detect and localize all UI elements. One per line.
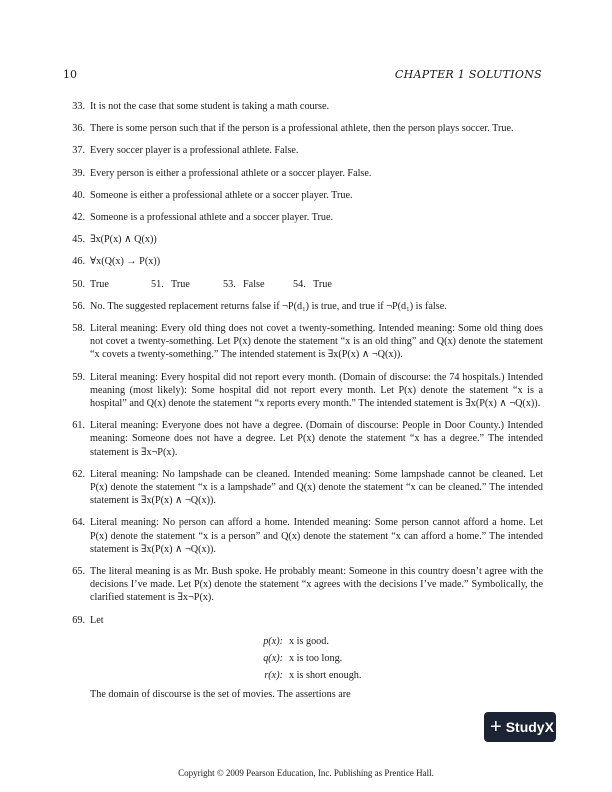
solution-item [63,167,543,180]
solutions-body [63,100,543,701]
item-number: 45. [72,234,85,246]
solution-item [63,255,543,268]
predicate-symbol: q(x): [263,652,283,664]
item-text: The literal meaning is as Mr. Bush spoke. He probably meant: Someone in this country doesn’t agree with the decisions I’ve made. Let P(x) denote the statement “x agrees with the decisions I’ve made.” Symbolically, the clarified statement is ∃x¬P(x). [90,566,543,604]
definition-row [233,633,543,650]
item-number: 61. [72,420,85,432]
solution-item [63,516,543,556]
definition-row [233,650,543,667]
item-text: Literal meaning: Every old thing does not covet a twenty-something. Intended meaning: Some old thing does not covet a twenty-something. Let P(x) denote the statement “x is an old thing” and Q(x) denote the statement “x covets a twenty-something.” The intended statement is ∃x(P(x) ∧ ¬Q(x)). [90,323,543,361]
answer-value: True [313,278,332,290]
item-number: 37. [72,145,85,157]
item-number: 69. [72,614,85,626]
solution-item [63,468,543,508]
item-text: Every soccer player is a professional athlete. False. [90,145,299,157]
item-number: 36. [72,123,85,135]
solution-item [63,614,543,627]
item-number: 42. [72,212,85,224]
item-number: 62. [72,468,85,480]
solution-item [63,100,543,113]
page-number: 10 [63,68,77,81]
item-text: Literal meaning: No lampshade can be cleaned. Intended meaning: Some lampshade cannot be cleaned. Let P(x) denote the statement “x is a lampshade” and Q(x) denote the statement “x can be cleaned.” The intended statement is ∃x(P(x) ∧ ¬Q(x)). [90,468,543,507]
item-number: 46. [72,256,85,268]
predicate-meaning: x is too long. [289,652,343,664]
item-text: Literal meaning: No person can afford a home. Intended meaning: Some person cannot afford a home. Let P(x) denote the statement “x is a person” and Q(x) denote the statement “x can afford a home.” The intended statement is ∃x(P(x) ∧ ¬Q(x)). [90,517,543,555]
item-text: ∃x(P(x) ∧ Q(x)) [90,234,157,246]
item-text: It is not the case that some student is taking a math course. [90,101,330,112]
chapter-heading: CHAPTER 1 SOLUTIONS [394,68,542,81]
item-text: No. The suggested replacement returns false if ¬P(d₁) is true, and true if ¬P(d₁) is false. [90,300,447,312]
item-number: 51. [151,278,164,290]
predicate-meaning: x is short enough. [289,669,362,681]
predicate-definitions [233,633,543,684]
answer-value: True [90,278,109,290]
item-number: 59. [72,371,85,383]
solution-item [63,419,543,459]
item-number: 64. [72,517,85,529]
solution-item [63,322,543,362]
item-number: 50. [72,278,85,290]
item-number: 54. [293,278,306,290]
item-text: Someone is a professional athlete and a soccer player. True. [90,212,334,224]
plus-icon: + [490,715,502,738]
answer-value: True [171,278,190,290]
answers-row [63,278,543,291]
item-number: 39. [72,167,85,179]
item-number: 53. [223,278,236,290]
solution-item [63,189,543,202]
item-text: ∀x(Q(x) → P(x)) [90,256,161,268]
item-number: 40. [72,189,85,201]
item-number: 65. [72,566,85,578]
item-number: 33. [72,101,85,112]
badge-label: StudyX [505,719,554,735]
item-text: Let [90,614,104,626]
predicate-symbol: r(x): [264,669,283,681]
item-text: Literal meaning: Every hospital did not report every month. (Domain of discourse: the 74 hospitals.) Intended meaning (most likely): Some hospital did not report every month. Let P(x) denote the statement “x is a hospital” and Q(x) denote the statement “x reports every month.” The intended statement is ∃x(P(x) ∧ ¬Q(x)). [90,371,543,410]
studyx-badge[interactable] [484,712,556,742]
copyright-footer: Copyright © 2009 Pearson Education, Inc. Publishing as Prentice Hall. [178,768,434,778]
item-text: Every person is either a professional athlete or a soccer player. False. [90,167,372,179]
item-text: There is some person such that if the person is a professional athlete, then the person plays soccer. True. [90,123,514,135]
item-text: Someone is either a professional athlete or a soccer player. True. [90,189,353,201]
solution-item [63,211,543,224]
item-number: 56. [72,300,85,312]
solution-item [63,122,543,135]
solution-item [63,144,543,157]
item-number: 58. [72,323,85,335]
solution-item [63,565,543,605]
item-text: Literal meaning: Everyone does not have a degree. (Domain of discourse: People in Door County.) Intended meaning: Someone does not have a degree. Let P(x) denote the statement “x has a degree.” The intended statement is ∃x¬P(x). [90,420,543,458]
definition-row [233,667,543,684]
solution-item [63,371,543,411]
answer-value: False [243,278,265,290]
solution-item [63,300,543,313]
predicate-symbol: p(x): [263,635,283,647]
predicate-meaning: x is good. [289,635,329,647]
continuation-text: The domain of discourse is the set of movies. The assertions are [90,688,351,700]
solution-item [63,233,543,246]
